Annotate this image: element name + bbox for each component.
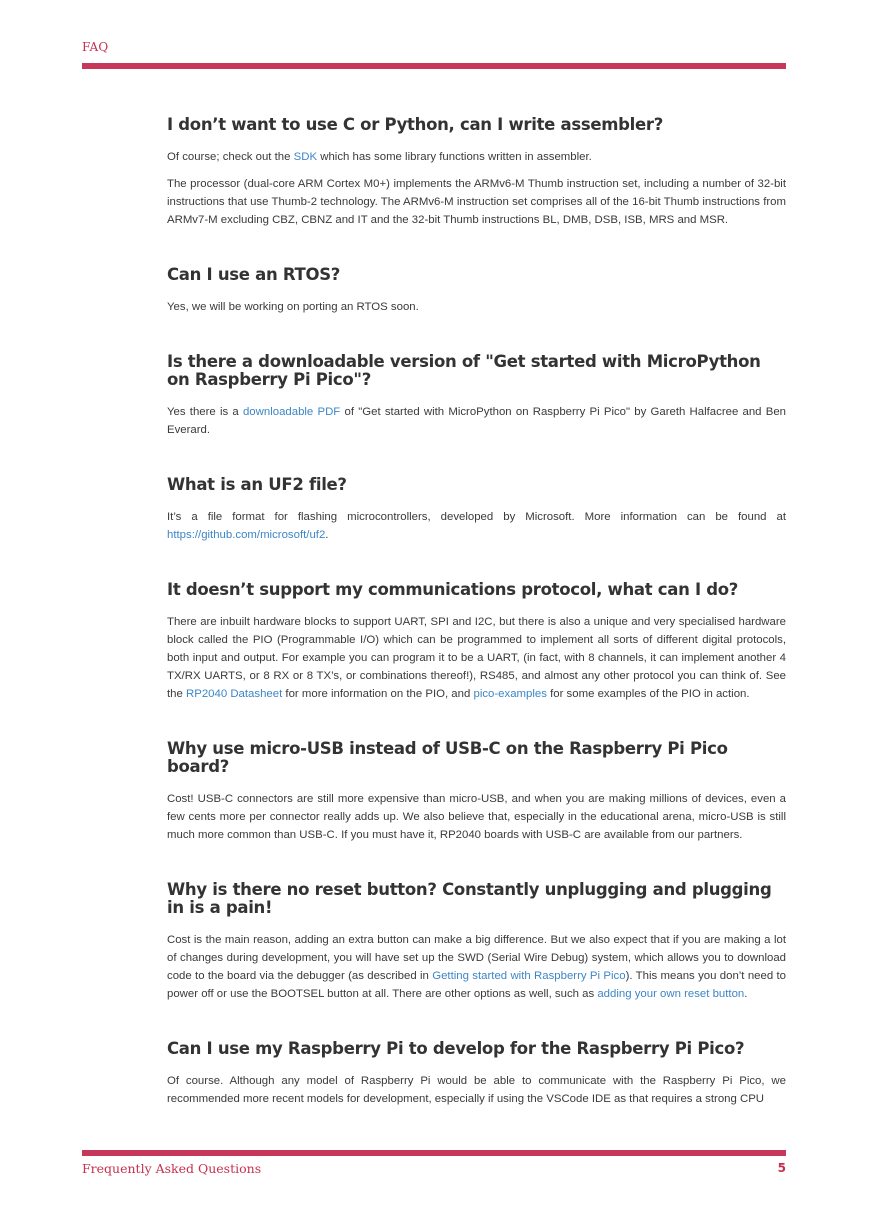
faq-section-downloadable-book xyxy=(167,353,786,439)
faq-paragraph: It’s a file format for flashing microcontrollers, developed by Microsoft. More information can be found at https://github.com/microsoft/uf2. xyxy=(167,511,786,541)
sdk-link[interactable]: SDK xyxy=(293,151,318,163)
getting-started-link[interactable]: Getting started with Raspberry Pi Pico xyxy=(432,970,626,982)
faq-heading: It doesn’t support my communications protocol, what can I do? xyxy=(167,580,739,599)
faq-heading: Why use micro-USB instead of USB-C on the Raspberry Pi Pico board? xyxy=(167,739,728,776)
faq-heading: Can I use my Raspberry Pi to develop for the Raspberry Pi Pico? xyxy=(167,1039,745,1058)
faq-paragraph: Yes, we will be working on porting an RTOS soon. xyxy=(167,301,419,313)
running-footer-title: Frequently Asked Questions xyxy=(82,1161,262,1176)
faq-section-develop-on-pi xyxy=(167,1040,786,1108)
faq-paragraph: Cost is the main reason, adding an extra button can make a big difference. But we also expect that if you are making a lot of changes during development, you will have set up the SWD (Serial Wire Debug) system, which allows you to download code to the board via the debugger (as described in Getting started with Raspberry Pi Pico). This means you don’t need to power off or use the BOOTSEL button at all. There are other options as well, such as adding your own reset button. xyxy=(167,934,786,1000)
downloadable-pdf-link[interactable]: downloadable PDF xyxy=(242,406,341,418)
reset-button-link[interactable]: adding your own reset button xyxy=(597,988,745,1000)
faq-heading: Can I use an RTOS? xyxy=(167,265,341,284)
faq-section-assembler xyxy=(167,116,786,229)
pico-examples-link[interactable]: pico-examples xyxy=(473,688,547,700)
faq-heading: I don’t want to use C or Python, can I write assembler? xyxy=(167,115,664,134)
faq-paragraph: Of course. Although any model of Raspberry Pi would be able to communicate with the Raspberry Pi Pico, we recommended more recent models for development, especially if using the VSCode IDE as that requires a strong CPU xyxy=(167,1075,786,1105)
header-rule xyxy=(82,63,786,69)
page-content xyxy=(167,116,786,1145)
faq-paragraph: The processor (dual-core ARM Cortex M0+) implements the ARMv6-M Thumb instruction set, including a number of 32-bit instructions that use Thumb-2 technology. The ARMv6-M instruction set comprises all of the 16-bit Thumb instructions from ARMv7-M excluding CBZ, CBNZ and IT and the 32-bit Thumb instructions BL, DMB, DSB, ISB, MRS and MSR. xyxy=(167,178,786,226)
faq-section-uf2 xyxy=(167,476,786,544)
faq-paragraph: Yes there is a downloadable PDF of "Get started with MicroPython on Raspberry Pi Pico" by Gareth Halfacree and Ben Everard. xyxy=(167,406,787,436)
uf2-github-link[interactable]: https://github.com/microsoft/uf2 xyxy=(167,529,326,541)
faq-section-micro-usb xyxy=(167,740,786,844)
faq-heading: Why is there no reset button? Constantly unplugging and plugging in is a pain! xyxy=(167,880,772,917)
footer-rule xyxy=(82,1150,786,1156)
faq-heading: What is an UF2 file? xyxy=(167,475,347,494)
faq-section-rtos xyxy=(167,266,786,316)
faq-heading: Is there a downloadable version of "Get started with MicroPython on Raspberry Pi Pico"? xyxy=(167,352,761,389)
faq-section-protocol xyxy=(167,581,786,703)
rp2040-datasheet-link[interactable]: RP2040 Datasheet xyxy=(186,688,283,700)
faq-paragraph: Of course; check out the SDK which has some library functions written in assembler. xyxy=(167,151,592,163)
running-header-label: FAQ xyxy=(82,40,109,54)
faq-paragraph: There are inbuilt hardware blocks to support UART, SPI and I2C, but there is also a unique and very specialised hardware block called the PIO (Programmable I/O) which can be programmed to implement all sorts of different digital protocols, both input and output. For example you can program it to be a UART, (in fact, with 8 channels, it can implement another 4 TX/RX UARTS, or 8 RX or 8 TX’s, or combinations thereof!), RS485, and almost any other protocol you can think of. See the RP2040 Datasheet for more information on the PIO, and pico-examples for some examples of the PIO in action. xyxy=(167,616,786,700)
faq-paragraph: Cost! USB-C connectors are still more expensive than micro-USB, and when you are making millions of devices, even a few cents more per connector really adds up. We also believe that, especially in the educational arena, micro-USB is still much more common than USB-C. If you must have it, RP2040 boards with USB-C are available from our partners. xyxy=(167,793,786,841)
page-number: 5 xyxy=(777,1161,786,1175)
faq-section-reset-button xyxy=(167,881,786,1003)
